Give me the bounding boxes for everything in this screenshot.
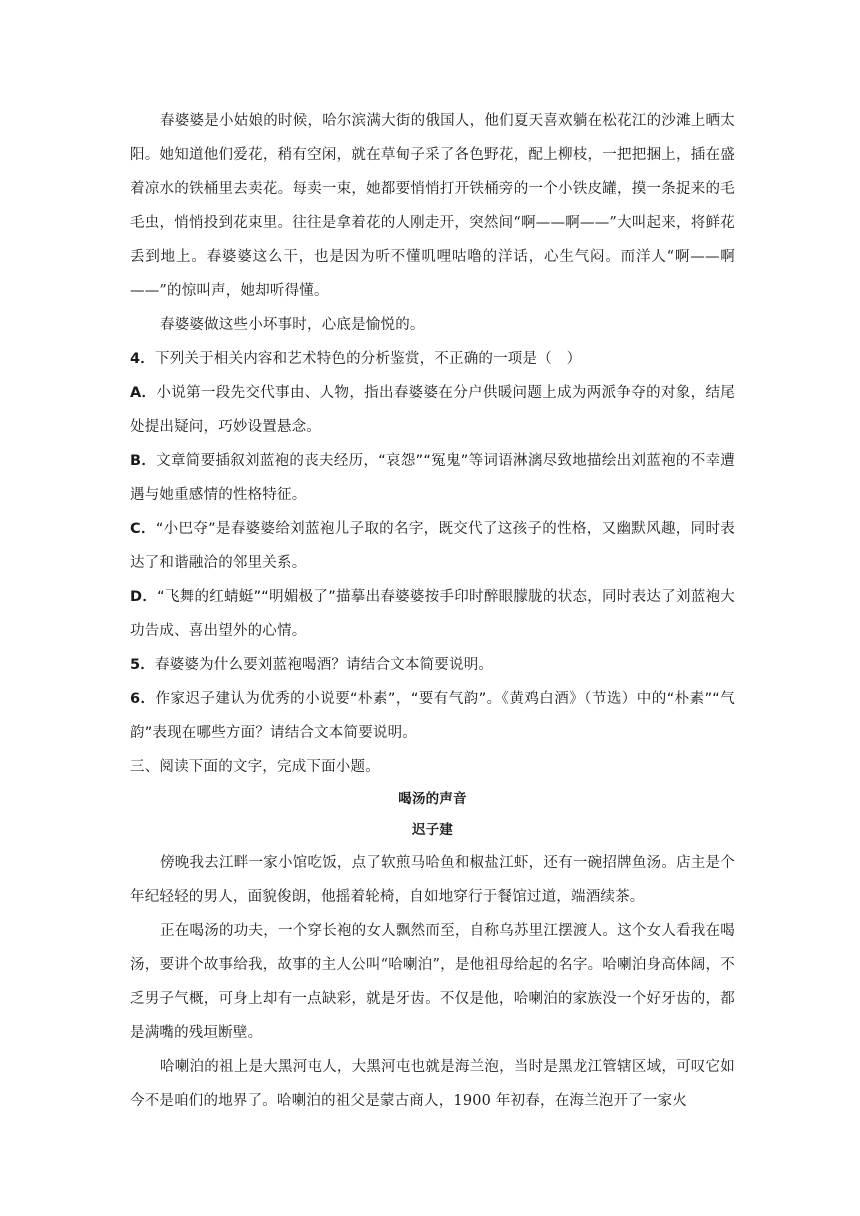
question-5 [130, 648, 735, 682]
option-letter: C． [130, 521, 156, 537]
option-letter: D． [130, 589, 158, 605]
option-text: “飞舞的红蜻蜓”“明媚极了”描摹出春婆婆按手印时醉眼朦胧的状态，同时表达了刘蓝袍大功告成、喜出望外的心情。 [130, 589, 736, 639]
question-number: 4． [130, 351, 155, 367]
option-a [130, 376, 735, 444]
option-letter: B． [130, 453, 157, 469]
section-heading: 三、阅读下面的文字，完成下面小题。 [130, 759, 380, 775]
passage1-paragraph: 春婆婆做这些小坏事时，心底是愉悦的。 [160, 317, 425, 333]
passage1-paragraph: 春婆婆是小姑娘的时候，哈尔滨满大街的俄国人，他们夏天喜欢躺在松花江的沙滩上晒太阳。她知道他们爱花，稍有空闲，就在草甸子采了各色野花，配上柳枝，一把把捆上，插在盛着凉水的铁桶里去卖花。每卖一束，她都要悄悄打开铁桶旁的一个小铁皮罐，摸一条捉来的毛毛虫，悄悄投到花束里。往往是拿着花的人刚走开，突然间“啊——啊——”大叫起来，将鲜花丢到地上。春婆婆这么干，也是因为听不懂叽哩咕噜的洋话，心生气闷。而洋人“啊——啊——”的惊叫声，她却听得懂。 [130, 113, 735, 299]
option-letter: A． [130, 385, 157, 401]
option-text: 小说第一段先交代事由、人物，指出春婆婆在分户供暖问题上成为两派争夺的对象，结尾处提出疑问，巧妙设置悬念。 [130, 385, 736, 435]
question-number: 6． [130, 691, 156, 707]
question-stem: 下列关于相关内容和艺术特色的分析鉴赏，不正确的一项是（ ） [155, 351, 582, 367]
passage2-paragraph: 正在喝汤的功夫，一个穿长袍的女人飘然而至，自称乌苏里江摆渡人。这个女人看我在喝汤，要讲个故事给我，故事的主人公叫“哈喇泊”，是他祖母给起的名字。哈喇泊身高体阔，不乏男子气概，可身上却有一点缺彩，就是牙齿。不仅是他，哈喇泊的家族没一个好牙齿的，都是满嘴的残垣断壁。 [130, 923, 735, 1041]
question-text: 春婆婆为什么要刘蓝袍喝酒？请结合文本简要说明。 [155, 657, 494, 673]
option-text: 文章简要插叙刘蓝袍的丧夫经历，“哀怨”“冤鬼”等词语淋漓尽致地描绘出刘蓝袍的不幸遭遇与她重感情的性格特征。 [130, 453, 736, 503]
passage2-paragraph: 傍晚我去江畔一家小馆吃饭，点了软煎马哈鱼和椒盐江虾，还有一碗招牌鱼汤。店主是个年纪轻轻的男人，面貌俊朗，他摇着轮椅，自如地穿行于餐馆过道，端酒续茶。 [130, 855, 735, 905]
passage2-paragraph: 哈喇泊的祖上是大黑河屯人，大黑河屯也就是海兰泡，当时是黑龙江管辖区域，可叹它如今不是咱们的地界了。哈喇泊的祖父是蒙古商人，1900 年初春，在海兰泡开了一家火 [130, 1059, 735, 1109]
question-6 [130, 682, 735, 750]
passage-author: 迟子建 [411, 822, 454, 838]
option-b [130, 444, 735, 512]
question-number: 5． [130, 657, 155, 673]
option-c [130, 512, 735, 580]
question-text: 作家迟子建认为优秀的小说要“朴素”，“要有气韵”。《黄鸡白酒》（节选）中的“朴素”“气韵”表现在哪些方面？请结合文本简要说明。 [130, 691, 735, 741]
document-body [130, 104, 735, 1118]
option-d [130, 580, 735, 648]
question-4 [130, 342, 735, 376]
passage-title: 喝汤的声音 [398, 791, 467, 807]
option-text: “小巴夺”是春婆婆给刘蓝袍儿子取的名字，既交代了这孩子的性格，又幽默风趣，同时表达了和谐融洽的邻里关系。 [130, 521, 735, 571]
